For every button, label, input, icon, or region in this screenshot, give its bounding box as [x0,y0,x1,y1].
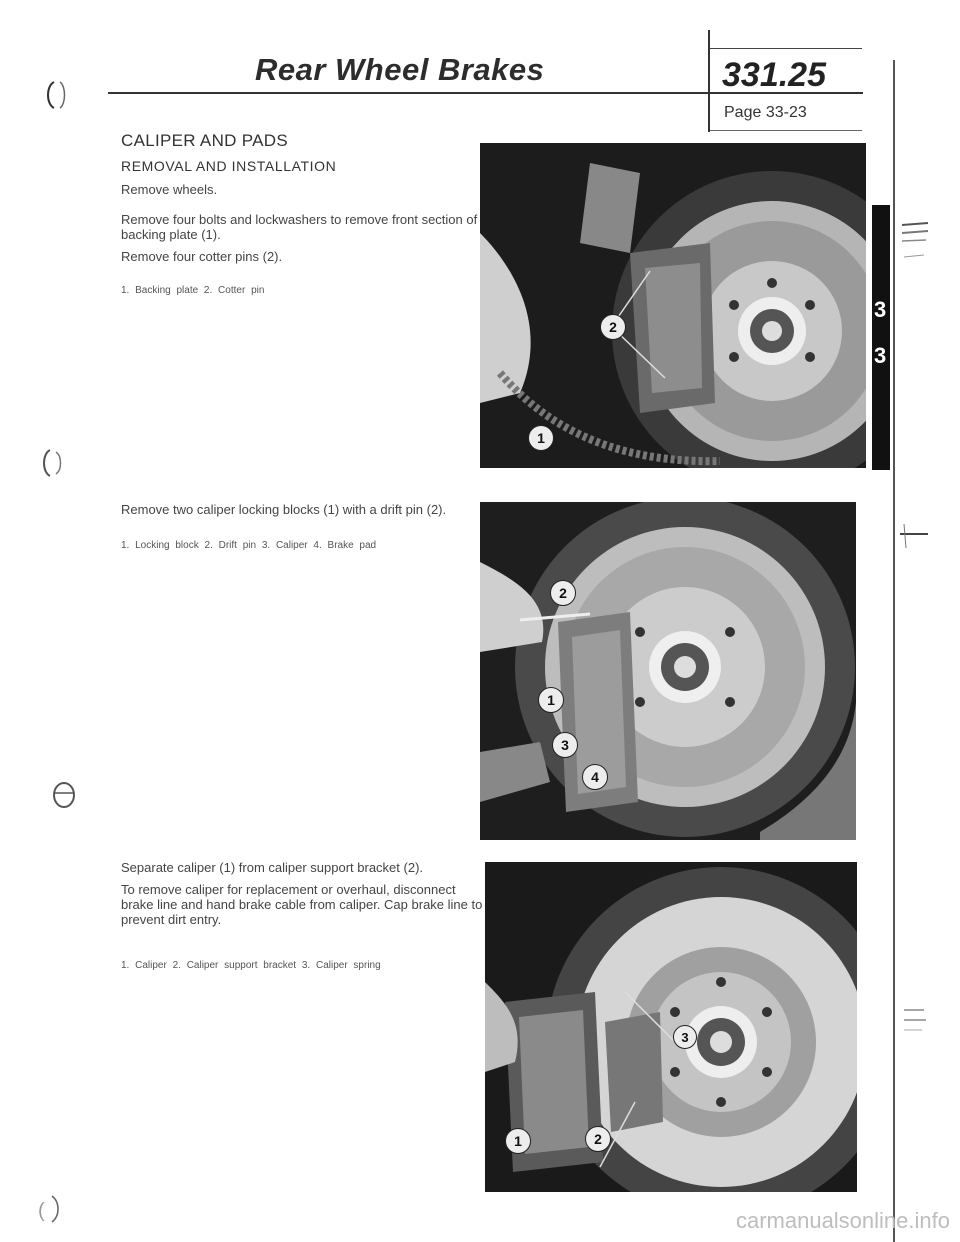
code-box-bottom-rule [710,130,862,131]
callout-2: 2 [600,314,626,340]
binder-hole-icon [44,78,70,112]
callout-2: 2 [550,580,576,606]
margin-scribble-icon [900,205,930,265]
page-number: Page 33-23 [724,104,807,121]
margin-mark: ( [38,1200,45,1222]
step2-caption: 1. Locking block 2. Drift pin 3. Caliper 4. Brake pad [121,540,377,551]
code-box-divider [708,30,710,132]
binder-hole-icon [40,446,66,480]
step1-caption: 1. Backing plate 2. Cotter pin [121,285,265,296]
tab-digit: 3 [874,297,887,322]
code-box-top-rule [710,48,862,49]
callout-1: 1 [538,687,564,713]
section-code: 331.25 [722,56,826,94]
margin-scribble-icon [902,1000,928,1040]
callout-1: 1 [505,1128,531,1154]
page-edge-line [893,60,895,1242]
photo-backing-plate [480,143,866,468]
section-title: CALIPER AND PADS [121,131,288,150]
binder-hole-icon [50,780,78,810]
callout-3: 3 [673,1025,697,1049]
step1-text-1: Remove wheels. [121,182,218,197]
callout-2: 2 [585,1126,611,1152]
callout-4: 4 [582,764,608,790]
section-tab [872,205,890,470]
subsection-title: REMOVAL AND INSTALLATION [121,158,337,174]
tab-digit: 3 [874,343,887,368]
step1-text-3: Remove four cotter pins (2). [121,249,283,264]
step2-text-1: Remove two caliper locking blocks (1) with a drift pin (2). [121,502,447,517]
step3-text-1: Separate caliper (1) from caliper support bracket (2). [121,860,424,875]
callout-3: 3 [552,732,578,758]
step3-text-2: To remove caliper for replacement or overhaul, disconnect brake line and hand brake cable from caliper. Cap brake line to prevent dirt entry. [121,882,483,927]
watermark: carmanualsonline.info [735,1208,950,1233]
margin-scribble-icon [898,520,930,550]
step1-text-2: Remove four bolts and lockwashers to remove front section of backing plate (1). [121,212,478,242]
photo-caliper-separation [485,862,857,1192]
callout-1: 1 [528,425,554,451]
photo-locking-block [480,502,856,840]
step3-caption: 1. Caliper 2. Caliper support bracket 3. Caliper spring [121,960,381,971]
binder-hole-icon [46,1192,66,1226]
page-title: Rear Wheel Brakes [255,52,545,87]
